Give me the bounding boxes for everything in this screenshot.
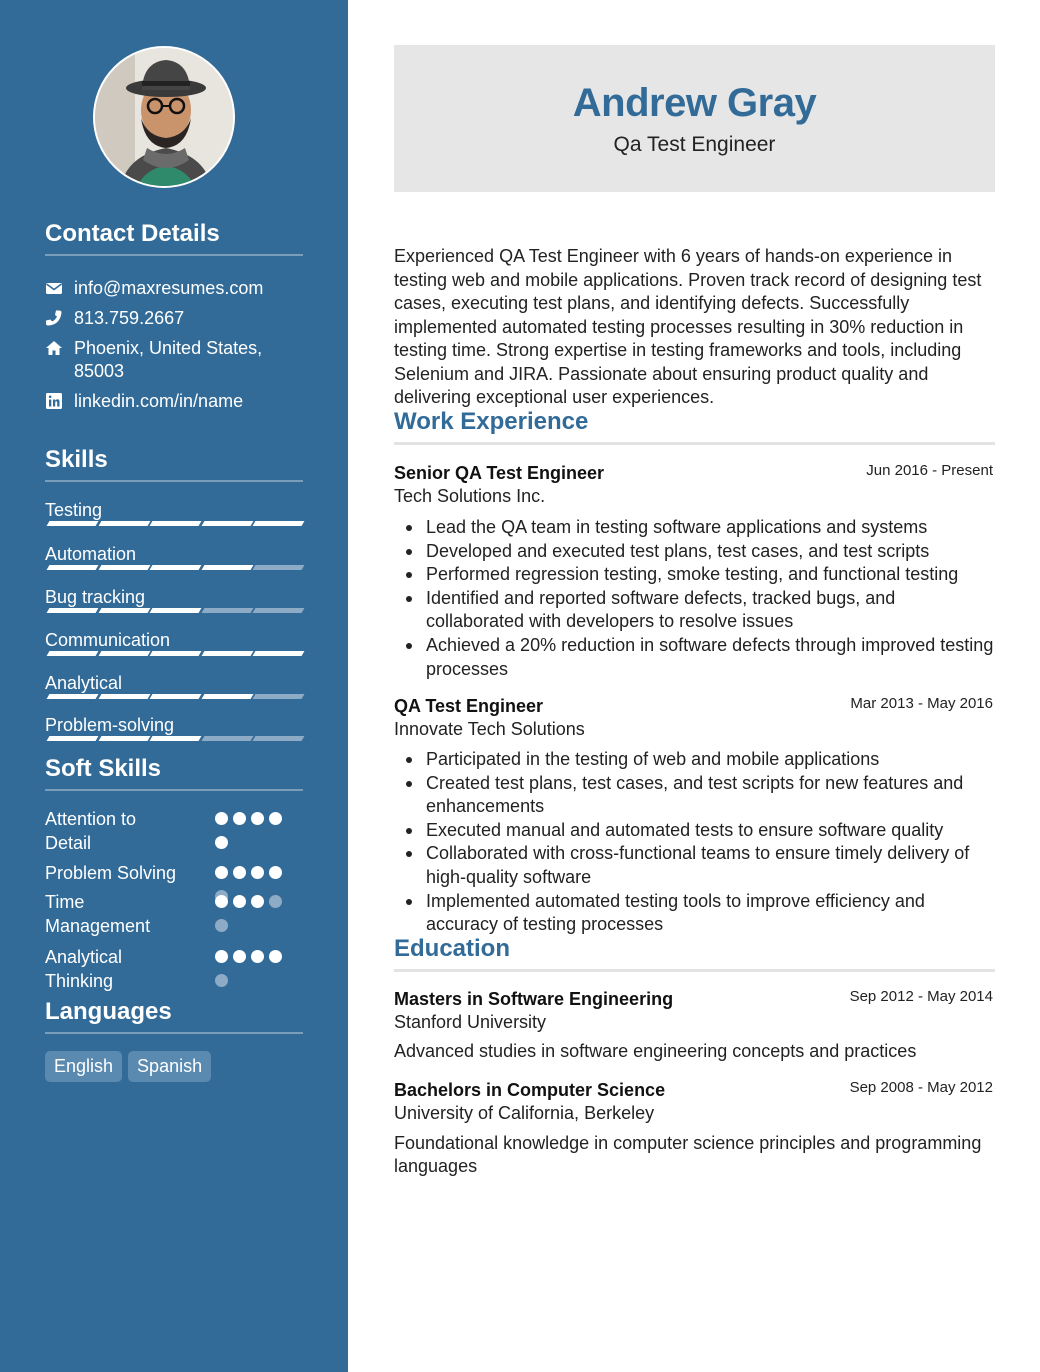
languages-section	[45, 998, 303, 1076]
soft-skill-dot	[251, 895, 264, 908]
skill-level-segment	[47, 694, 99, 699]
soft-skill-dot	[215, 919, 228, 932]
skill-label: Problem-solving	[45, 715, 175, 735]
skill-level-meter	[45, 608, 303, 614]
skills-title: Skills	[45, 446, 303, 482]
skill-level-segment	[47, 565, 99, 570]
skill-item	[45, 543, 303, 565]
skill-level-segment	[253, 694, 305, 699]
envelope-icon	[45, 279, 63, 297]
skill-level-meter	[45, 521, 303, 527]
soft-skill-dot	[233, 812, 246, 825]
list-item: Identified and reported software defects, tracked bugs, and collaborated with developers to resolve issues	[426, 587, 995, 634]
skill-label: Testing	[45, 500, 103, 520]
list-item: Implemented automated testing tools to improve efficiency and accuracy of testing processes	[426, 890, 995, 937]
soft-skill-label: Attention to Detail	[45, 809, 137, 853]
school: University of California, Berkeley	[394, 1103, 655, 1123]
job-company: Tech Solutions Inc.	[394, 486, 546, 506]
phone-text: 813.759.2667	[74, 308, 185, 328]
home-icon	[45, 339, 63, 357]
contact-address	[45, 337, 262, 383]
skill-level-segment	[201, 565, 253, 570]
skill-level-segment	[98, 521, 150, 526]
list-item: Created test plans, test cases, and test scripts for new features and enhancements	[426, 772, 995, 819]
skill-level-segment	[201, 694, 253, 699]
education-description: Advanced studies in software engineering concepts and practices	[394, 1041, 917, 1061]
skill-level-segment	[150, 565, 202, 570]
skill-level-segment	[150, 521, 202, 526]
list-item: Performed regression testing, smoke testing, and functional testing	[426, 563, 995, 587]
linkedin-text: linkedin.com/in/name	[74, 391, 244, 411]
skill-level-segment	[150, 694, 202, 699]
skill-level-segment	[201, 608, 253, 613]
work-section	[394, 408, 995, 935]
soft-skill-dot	[251, 812, 264, 825]
contact-phone[interactable]	[45, 307, 184, 330]
education-section	[394, 935, 995, 1176]
soft-skill-dot	[215, 950, 228, 963]
email-text: info@maxresumes.com	[74, 278, 264, 298]
skill-item	[45, 714, 303, 736]
candidate-role: Qa Test Engineer	[613, 133, 776, 156]
soft-skill-dot	[215, 974, 228, 987]
education-description: Foundational knowledge in computer science principles and programming languages	[394, 1133, 982, 1176]
school: Stanford University	[394, 1012, 547, 1032]
sidebar	[0, 0, 348, 1372]
job-title: Senior QA Test Engineer	[394, 463, 605, 483]
skill-level-meter	[45, 651, 303, 657]
skill-level-segment	[253, 651, 305, 656]
soft-skill-dot	[233, 895, 246, 908]
contact-linkedin[interactable]	[45, 390, 243, 413]
skill-level-segment	[98, 651, 150, 656]
address-line2: 85003	[74, 361, 125, 381]
skill-level-segment	[201, 521, 253, 526]
degree: Masters in Software Engineering	[394, 989, 674, 1009]
soft-skill-dot	[215, 895, 228, 908]
skill-label: Analytical	[45, 673, 123, 693]
skill-label: Communication	[45, 630, 171, 650]
language-chip: English	[45, 1051, 122, 1082]
skill-level-segment	[98, 694, 150, 699]
soft-skill-dot	[233, 866, 246, 879]
skill-item	[45, 499, 303, 521]
candidate-name: Andrew Gray	[572, 81, 817, 125]
address-line1: Phoenix, United States,	[74, 338, 263, 358]
profile-photo-icon	[95, 48, 235, 188]
job-company: Innovate Tech Solutions	[394, 719, 585, 739]
job-date: Jun 2016 - Present	[866, 462, 993, 479]
job-date: Mar 2013 - May 2016	[850, 695, 993, 712]
header	[394, 45, 995, 192]
skill-level-segment	[201, 736, 253, 741]
skill-level-segment	[253, 521, 305, 526]
education-title: Education	[394, 935, 995, 972]
skill-level-segment	[253, 565, 305, 570]
contact-title: Contact Details	[45, 220, 303, 256]
soft-skill-dot	[269, 895, 282, 908]
skill-level-segment	[98, 736, 150, 741]
soft-skill-dot	[233, 950, 246, 963]
skill-level-segment	[47, 736, 99, 741]
skill-level-segment	[47, 651, 99, 656]
languages-title: Languages	[45, 998, 303, 1034]
skill-level-segment	[253, 736, 305, 741]
soft-skills-section	[45, 755, 303, 991]
list-item: Collaborated with cross-functional teams to ensure timely delivery of high-quality software	[426, 842, 995, 889]
job-bullets	[426, 748, 995, 937]
education-date: Sep 2008 - May 2012	[849, 1079, 993, 1096]
education-date: Sep 2012 - May 2014	[849, 988, 993, 1005]
work-title: Work Experience	[394, 408, 995, 445]
skill-level-segment	[201, 651, 253, 656]
language-list	[45, 1051, 211, 1082]
soft-skill-label: Problem Solving	[45, 863, 177, 883]
summary: Experienced QA Test Engineer with 6 years of hands-on experience in testing web and mobile applications. Proven track record of designing test cases, executing test plans, and identifying defects. Successfully implemented automated testing processes resulting in 30% reduction in testing time. Strong expertise in testing frameworks and tools, including Selenium and JIRA. Passionate about ensuring product quality and delivering exceptional user experiences.	[394, 246, 982, 407]
soft-skill-dot	[269, 812, 282, 825]
skill-level-meter	[45, 694, 303, 700]
soft-skill-dot	[269, 950, 282, 963]
contact-email[interactable]	[45, 277, 263, 300]
skill-level-meter	[45, 565, 303, 571]
job-bullets	[426, 516, 995, 681]
contact-section	[45, 220, 303, 411]
linkedin-icon	[45, 392, 63, 410]
avatar	[93, 46, 235, 188]
soft-skills-title: Soft Skills	[45, 755, 303, 791]
skill-level-meter	[45, 736, 303, 742]
skill-label: Automation	[45, 544, 137, 564]
skill-level-segment	[253, 608, 305, 613]
skill-level-segment	[150, 736, 202, 741]
soft-skill-dot	[251, 950, 264, 963]
skill-level-segment	[150, 608, 202, 613]
list-item: Participated in the testing of web and mobile applications	[426, 748, 995, 772]
skill-level-segment	[98, 608, 150, 613]
soft-skill-dot	[269, 866, 282, 879]
job-title: QA Test Engineer	[394, 696, 544, 716]
skill-level-segment	[47, 521, 99, 526]
soft-skill-label: Time Management	[45, 892, 151, 936]
skill-item	[45, 629, 303, 651]
skill-level-segment	[98, 565, 150, 570]
skill-level-segment	[150, 651, 202, 656]
phone-icon	[45, 309, 63, 327]
list-item: Achieved a 20% reduction in software defects through improved testing processes	[426, 634, 995, 681]
skill-item	[45, 672, 303, 694]
soft-skill-dot	[215, 812, 228, 825]
skill-label: Bug tracking	[45, 587, 146, 607]
degree: Bachelors in Computer Science	[394, 1080, 666, 1100]
soft-skill-dot	[251, 866, 264, 879]
soft-skill-label: Analytical Thinking	[45, 947, 123, 991]
list-item: Developed and executed test plans, test cases, and test scripts	[426, 540, 995, 564]
soft-skill-dot	[215, 866, 228, 879]
soft-skill-dot	[215, 836, 228, 849]
skills-section	[45, 446, 303, 735]
skill-item	[45, 586, 303, 608]
skill-level-segment	[47, 608, 99, 613]
list-item: Lead the QA team in testing software applications and systems	[426, 516, 995, 540]
list-item: Executed manual and automated tests to ensure software quality	[426, 819, 995, 843]
language-chip: Spanish	[128, 1051, 211, 1082]
